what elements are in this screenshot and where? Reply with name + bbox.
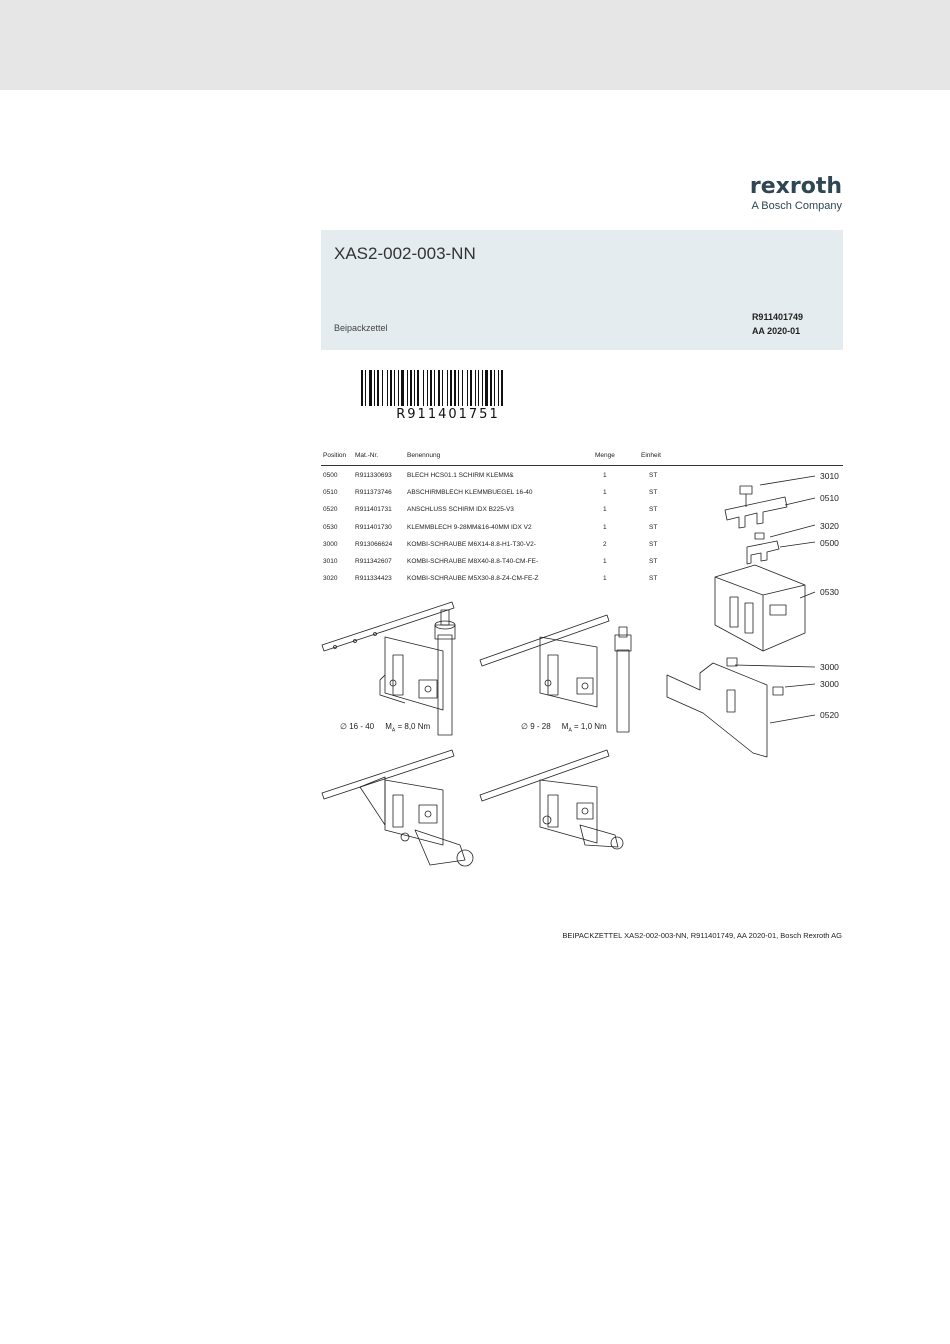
column-header-qty: Menge bbox=[595, 452, 615, 459]
table-cell-unit: ST bbox=[649, 506, 658, 514]
spec-small-torque-sub: A bbox=[568, 727, 572, 734]
barcode-bar bbox=[494, 370, 495, 406]
table-cell-unit: ST bbox=[649, 540, 658, 548]
column-header-unit: Einheit bbox=[641, 452, 661, 459]
barcode-bar bbox=[498, 370, 499, 406]
spec-large-torque: M bbox=[385, 722, 392, 731]
table-cell-position: 0510 bbox=[323, 489, 338, 497]
document-type: Beipackzettel bbox=[334, 323, 388, 333]
barcode-bar bbox=[454, 370, 456, 406]
barcode-bar bbox=[374, 370, 375, 406]
barcode-bar bbox=[450, 370, 452, 406]
top-gray-band bbox=[0, 0, 950, 90]
assembly-drawing bbox=[315, 465, 850, 875]
spec-large-diameter: ∅ 16 - 40 bbox=[340, 722, 375, 731]
barcode-bar bbox=[382, 370, 383, 406]
table-cell-qty: 1 bbox=[603, 489, 607, 497]
barcode-bar bbox=[361, 370, 363, 406]
table-cell-qty: 1 bbox=[603, 472, 607, 479]
table-cell-mat-nr: R911401731 bbox=[355, 506, 392, 514]
table-cell-name: KOMBI-SCHRAUBE M6X14-8.8-H1-T30-V2- bbox=[407, 540, 536, 548]
table-cell-position: 0500 bbox=[323, 472, 338, 479]
brand-tagline: A Bosch Company bbox=[751, 200, 842, 212]
table-cell-unit: ST bbox=[649, 558, 658, 565]
table-cell-qty: 1 bbox=[603, 523, 607, 531]
brand-name: rexroth bbox=[749, 174, 842, 199]
table-cell-name: BLECH HCS01.1 SCHIRM KLEMM& bbox=[407, 472, 514, 479]
column-header-name: Benennung bbox=[407, 452, 441, 459]
table-cell-name: KLEMMBLECH 9-28MM&16-40MM IDX V2 bbox=[407, 523, 532, 531]
table-cell-mat-nr: R911342607 bbox=[355, 558, 392, 565]
document-reference bbox=[752, 310, 803, 338]
barcode-bar bbox=[423, 370, 424, 406]
table-cell-position: 3020 bbox=[323, 575, 338, 583]
barcode-bar bbox=[387, 370, 388, 406]
callout-label: 3010 bbox=[820, 471, 839, 481]
barcode-bar bbox=[485, 370, 488, 406]
barcode-bar bbox=[447, 370, 448, 406]
barcode-bar bbox=[394, 370, 395, 406]
callout-label: 3000 bbox=[820, 679, 839, 689]
table-cell-position: 0530 bbox=[323, 523, 338, 531]
barcode bbox=[361, 370, 535, 406]
barcode-bar bbox=[438, 370, 440, 406]
document-title: XAS2-002-003-NN bbox=[334, 244, 476, 263]
barcode-bar bbox=[490, 370, 492, 406]
table-cell-position: 0520 bbox=[323, 506, 338, 514]
callout-label: 0530 bbox=[820, 587, 839, 597]
table-cell-position: 3010 bbox=[323, 558, 338, 565]
barcode-bar bbox=[467, 370, 468, 406]
spec-large-torque-value: = 8,0 Nm bbox=[397, 722, 431, 731]
callout-label: 0500 bbox=[820, 538, 839, 548]
table-cell-qty: 2 bbox=[603, 540, 607, 548]
table-cell-mat-nr: R911373746 bbox=[355, 489, 392, 497]
barcode-bar bbox=[430, 370, 432, 406]
document-header bbox=[321, 230, 843, 350]
callout-label: 0520 bbox=[820, 710, 839, 720]
table-cell-unit: ST bbox=[649, 575, 658, 583]
table-cell-qty: 1 bbox=[603, 506, 607, 514]
barcode-bar bbox=[410, 370, 412, 406]
barcode-bar bbox=[482, 370, 483, 406]
barcode-bar bbox=[427, 370, 428, 406]
barcode-bar bbox=[407, 370, 408, 406]
callout-label: 3020 bbox=[820, 521, 839, 531]
column-header-mat-nr: Mat.-Nr. bbox=[355, 452, 379, 459]
spec-large-cable bbox=[340, 722, 430, 734]
spec-small-torque-value: = 1,0 Nm bbox=[574, 722, 607, 731]
table-cell-mat-nr: R911334423 bbox=[355, 575, 392, 583]
barcode-bar bbox=[462, 370, 463, 406]
table-cell-qty: 1 bbox=[603, 558, 607, 565]
spec-small-torque: M bbox=[561, 722, 569, 731]
revision: AA 2020-01 bbox=[751, 326, 801, 336]
barcode-bar bbox=[414, 370, 415, 406]
table-cell-unit: ST bbox=[649, 489, 658, 497]
callout-label: 3000 bbox=[820, 662, 839, 672]
barcode-bar bbox=[434, 370, 435, 406]
barcode-bar bbox=[365, 370, 366, 406]
barcode-bar bbox=[390, 370, 392, 406]
column-header-position: Position bbox=[323, 452, 347, 459]
material-number: R911401749 bbox=[751, 312, 803, 322]
barcode-bar bbox=[369, 370, 372, 406]
table-cell-unit: ST bbox=[649, 472, 658, 479]
table-cell-name: ANSCHLUSS SCHIRM IDX B225-V3 bbox=[407, 506, 514, 514]
spec-large-torque-sub: A bbox=[391, 727, 396, 734]
table-cell-mat-nr: R913066624 bbox=[355, 540, 393, 548]
spec-small-cable bbox=[521, 722, 607, 734]
table-cell-position: 3000 bbox=[323, 540, 338, 548]
table-cell-mat-nr: R911401730 bbox=[355, 523, 392, 531]
barcode-bar bbox=[475, 370, 476, 406]
barcode-bar bbox=[470, 370, 472, 406]
barcode-bar bbox=[501, 370, 503, 406]
callout-label: 0510 bbox=[820, 493, 839, 503]
table-cell-name: KOMBI-SCHRAUBE M8X40-8.8-T40-CM-FE- bbox=[407, 558, 539, 565]
barcode-bar bbox=[442, 370, 443, 406]
barcode-bar bbox=[377, 370, 379, 406]
barcode-bar bbox=[417, 370, 419, 406]
barcode-bar bbox=[398, 370, 399, 406]
table-cell-name: KOMBI-SCHRAUBE M5X30-8.8-Z4-CM-FE-Z bbox=[407, 575, 539, 583]
table-cell-name: ABSCHIRMBLECH KLEMMBUEGEL 16-40 bbox=[407, 489, 533, 497]
page-footer: BEIPACKZETTEL XAS2-002-003-NN, R911401749, AA 2020-01, Bosch Rexroth AG bbox=[562, 931, 842, 940]
table-cell-mat-nr: R911330693 bbox=[355, 472, 392, 479]
rexroth-logo bbox=[750, 175, 842, 213]
table-cell-unit: ST bbox=[649, 523, 658, 531]
barcode-text: R911401751 bbox=[396, 407, 500, 422]
barcode-bar bbox=[401, 370, 404, 406]
barcode-bar bbox=[478, 370, 479, 406]
table-cell-qty: 1 bbox=[603, 575, 607, 583]
spec-small-diameter: ∅ 9 - 28 bbox=[521, 722, 551, 731]
barcode-bar bbox=[458, 370, 459, 406]
